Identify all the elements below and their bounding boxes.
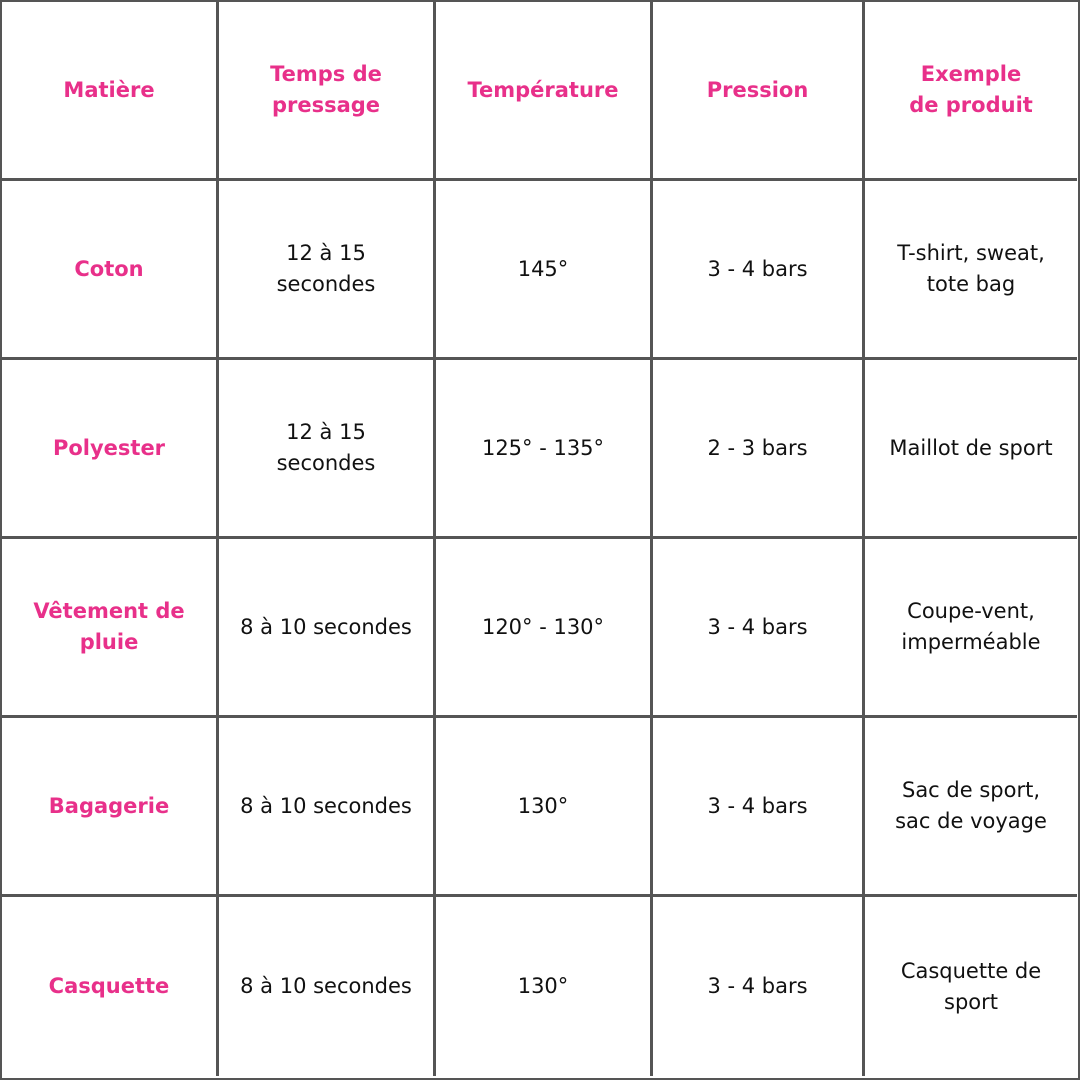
cell-matiere: Vêtement de pluie	[2, 539, 219, 718]
cell-temps: 12 à 15 secondes	[219, 181, 436, 360]
cell-temps: 8 à 10 secondes	[219, 539, 436, 718]
cell-temps: 8 à 10 secondes	[219, 897, 436, 1076]
header-temps: Temps de pressage	[219, 2, 436, 181]
cell-temperature: 130°	[436, 718, 653, 897]
cell-exemple: T-shirt, sweat, tote bag	[865, 181, 1077, 360]
cell-pression: 2 - 3 bars	[653, 360, 865, 539]
header-matiere: Matière	[2, 2, 219, 181]
cell-pression: 3 - 4 bars	[653, 539, 865, 718]
cell-exemple: Sac de sport, sac de voyage	[865, 718, 1077, 897]
cell-temperature: 130°	[436, 897, 653, 1076]
cell-temperature: 145°	[436, 181, 653, 360]
cell-matiere: Coton	[2, 181, 219, 360]
cell-matiere: Casquette	[2, 897, 219, 1076]
cell-pression: 3 - 4 bars	[653, 718, 865, 897]
header-temperature: Température	[436, 2, 653, 181]
cell-exemple: Casquette de sport	[900, 958, 1042, 1014]
cell-matiere: Polyester	[2, 360, 219, 539]
cell-temperature: 125° - 135°	[436, 360, 653, 539]
header-exemple: Exemple de produit	[865, 2, 1077, 181]
header-pression: Pression	[653, 2, 865, 181]
cell-exemple: Coupe-vent, imperméable	[865, 539, 1077, 718]
cell-matiere: Bagagerie	[2, 718, 219, 897]
cell-pression: 3 - 4 bars	[653, 897, 865, 1076]
cell-temps: 12 à 15 secondes	[219, 360, 436, 539]
cell-exemple: Maillot de sport	[865, 360, 1077, 539]
cell-temperature: 120° - 130°	[436, 539, 653, 718]
cell-temps: 8 à 10 secondes	[219, 718, 436, 897]
cell-pression: 3 - 4 bars	[653, 181, 865, 360]
